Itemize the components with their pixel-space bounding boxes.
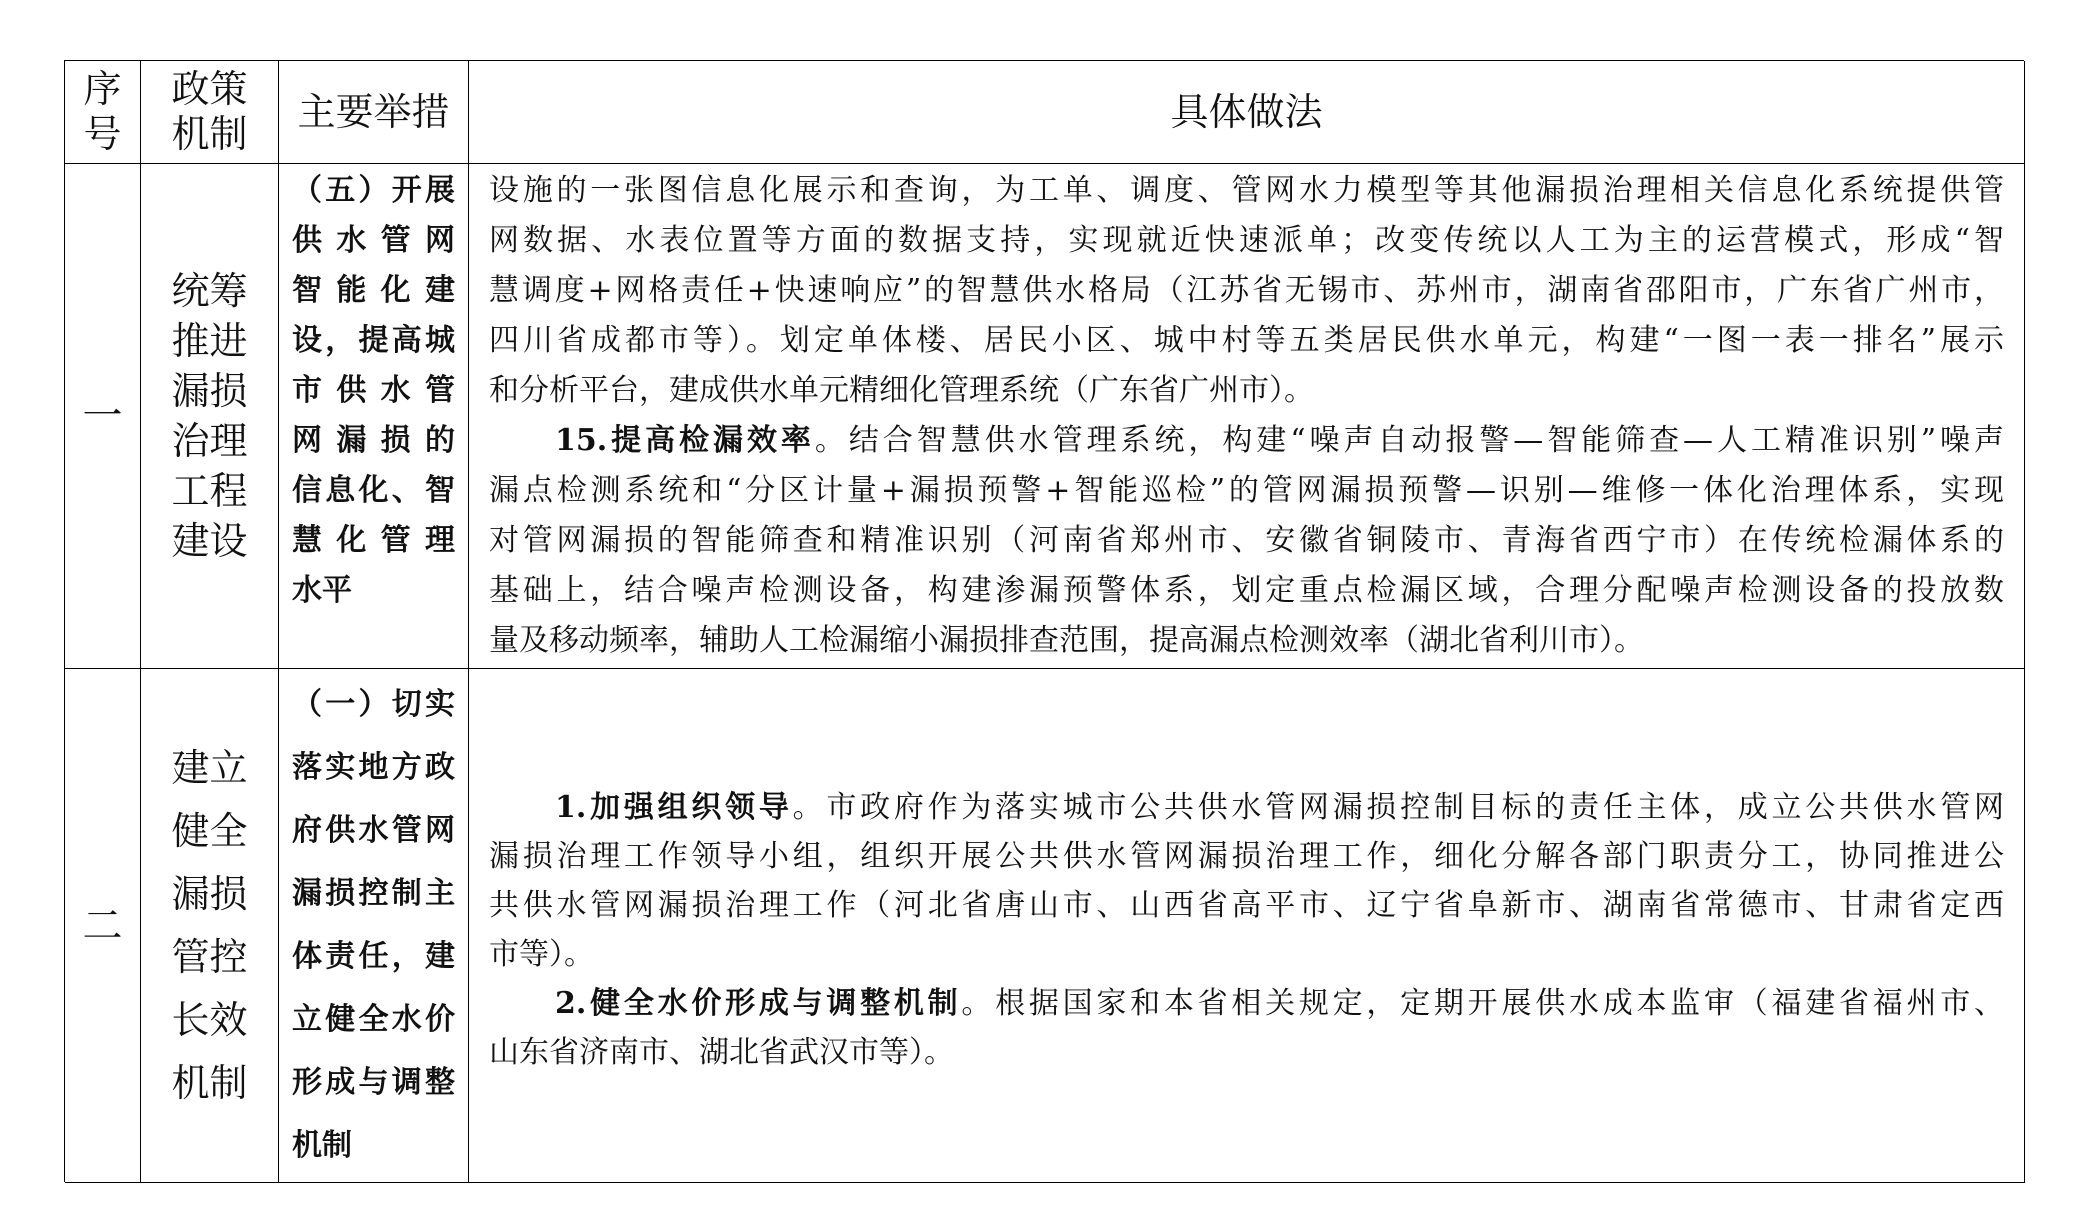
row-2-mechanism [141, 669, 279, 1183]
practice-line [489, 416, 2004, 466]
practice-lead: 2.健全水价形成与调整机制 [555, 985, 962, 1021]
row-1-measures [279, 164, 469, 669]
measure-line: 落实地方政 [292, 750, 455, 785]
practice-line: 漏损治理工作领导小组，组织开展公共供水管网漏损治理工作，细化分解各部门职责分工，协同推进公 [489, 838, 2004, 874]
mechanism-line: 健全 [171, 808, 248, 853]
measure-line: 漏损控制主 [292, 876, 455, 911]
measure-line: 立健全水价 [292, 1002, 455, 1037]
policy-table [64, 60, 2024, 1182]
header-measures-label: 主要举措 [297, 89, 450, 134]
practice-line: 漏点检测系统和“分区计量+漏损预警+智能巡检”的管网漏损预警—识别—维修一体化治理体系，实现 [489, 473, 2004, 508]
row-1-seq-number: 一 [82, 393, 123, 439]
measure-line: 府供水管网 [292, 813, 455, 848]
practice-line [489, 783, 2004, 832]
practice-lead: 15.提高检漏效率 [555, 423, 815, 458]
practice-line: 四川省成都市等）。划定单体楼、居民小区、城中村等五类居民供水单元，构建“一图一表一排名”展示 [489, 323, 2004, 358]
measure-line: 网漏损的 [292, 423, 455, 458]
measure-line: （五）开展 [292, 173, 455, 208]
row-1-mechanism [141, 164, 279, 669]
measure-line: 供水管网 [292, 223, 455, 258]
measure-line: 信息化、智 [292, 473, 455, 508]
header-practices-label: 具体做法 [1170, 89, 1323, 134]
header-measures [279, 61, 469, 164]
mechanism-line: 漏损 [171, 871, 248, 916]
mechanism-line: 工程 [171, 469, 248, 513]
practice-line: 网数据、水表位置等方面的数据支持，实现就近快速派单；改变传统以人工为主的运营模式，形成“智 [489, 223, 2004, 258]
measure-line: 智能化建 [292, 273, 455, 308]
practice-lead: 1.加强组织领导 [555, 789, 793, 825]
row-1-practices [469, 164, 2025, 669]
header-mechanism-line: 政策 [171, 67, 248, 111]
practice-line: 量及移动频率，辅助人工检漏缩小漏损排查范围，提高漏点检测效率（湖北省利川市）。 [489, 623, 1644, 658]
mechanism-line: 管控 [171, 934, 248, 979]
mechanism-line: 机制 [171, 1060, 248, 1105]
practice-line: 市等）。 [489, 936, 594, 972]
practice-line: 山东省济南市、湖北省武汉市等）。 [489, 1034, 954, 1070]
header-seq [65, 61, 141, 164]
practice-text: 。市政府作为落实城市公共供水管网漏损控制目标的责任主体，成立公共供水管网 [792, 789, 2004, 825]
header-mechanism-line: 机制 [171, 112, 248, 156]
mechanism-line: 漏损 [171, 369, 248, 413]
practice-line: 共供水管网漏损治理工作（河北省唐山市、山西省高平市、辽宁省阜新市、湖南省常德市、甘肃省定西 [489, 887, 2004, 923]
measure-line: 市供水管 [292, 373, 455, 408]
practice-line: 和分析平台，建成供水单元精细化管理系统（广东省广州市）。 [489, 373, 1314, 408]
mechanism-line: 建设 [171, 519, 248, 563]
practice-line: 设施的一张图信息化展示和查询，为工单、调度、管网水力模型等其他漏损治理相关信息化系统提供管 [489, 173, 2004, 208]
row-1-seq [65, 164, 141, 669]
mechanism-line: 统筹 [171, 269, 248, 313]
practice-text: 。结合智慧供水管理系统，构建“噪声自动报警—智能筛查—人工精准识别”噪声 [814, 423, 2004, 458]
practice-line: 基础上，结合噪声检测设备，构建渗漏预警体系，划定重点检漏区域，合理分配噪声检测设备的投放数 [489, 573, 2004, 608]
measure-line: 设，提高城 [292, 323, 455, 358]
measure-line: （一）切实 [292, 687, 455, 722]
practice-line: 对管网漏损的智能筛查和精准识别（河南省郑州市、安徽省铜陵市、青海省西宁市）在传统检漏体系的 [489, 523, 2004, 558]
row-2-measures [279, 669, 469, 1183]
header-practices [469, 61, 2025, 164]
mechanism-line: 治理 [171, 419, 248, 463]
row-2-seq-number: 二 [82, 902, 123, 949]
header-seq-line: 号 [83, 112, 122, 156]
row-2-practices [469, 669, 2025, 1183]
measure-line: 体责任，建 [292, 939, 455, 974]
practice-line [489, 979, 2004, 1028]
header-mechanism [141, 61, 279, 164]
measure-line: 机制 [292, 1128, 352, 1163]
row-2-seq [65, 669, 141, 1183]
header-seq-line: 序 [83, 67, 122, 111]
practice-text: 。根据国家和本省相关规定，定期开展供水成本监审（福建省福州市、 [961, 985, 2004, 1021]
mechanism-line: 建立 [171, 745, 248, 790]
measure-line: 慧化管理 [292, 523, 455, 558]
mechanism-line: 长效 [171, 997, 248, 1042]
practice-line: 慧调度+网格责任+快速响应”的智慧供水格局（江苏省无锡市、苏州市，湖南省邵阳市，广东省广州市， [489, 273, 2004, 308]
mechanism-line: 推进 [171, 319, 248, 363]
measure-line: 水平 [292, 573, 352, 608]
measure-line: 形成与调整 [292, 1065, 455, 1100]
